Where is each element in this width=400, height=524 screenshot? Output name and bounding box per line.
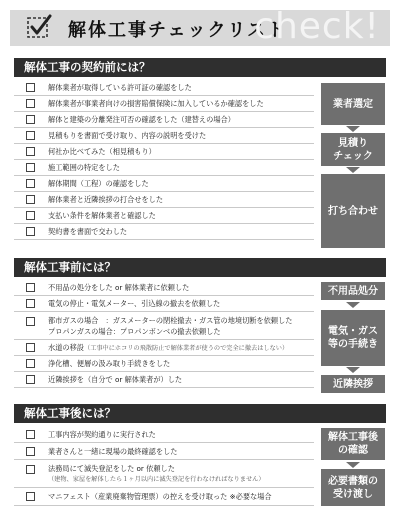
phase-label-neighbors: 近隣挨拶: [321, 375, 385, 393]
checkbox[interactable]: [26, 211, 35, 220]
list-item: 契約書を書面で交わした: [14, 224, 314, 240]
checkbox[interactable]: [26, 492, 35, 501]
checkbox[interactable]: [26, 131, 35, 140]
phase-label-disposal: 不用品処分: [321, 282, 385, 300]
page-title: 解体工事チェックリスト: [68, 20, 288, 41]
checkbox[interactable]: [26, 227, 35, 236]
checkbox[interactable]: [26, 430, 35, 439]
list-item: 業者さんと一緒に現場の最終確認をした: [14, 443, 314, 460]
checkbox[interactable]: [26, 359, 35, 368]
list-item: 解体期間（工程）の確認をした: [14, 176, 314, 192]
arrow-down-icon: [346, 167, 360, 173]
checkbox[interactable]: [26, 147, 35, 156]
checkbox[interactable]: [26, 163, 35, 172]
page-header: [10, 6, 390, 47]
checkbox[interactable]: [26, 283, 35, 292]
list-item: 不用品の処分をした or 解体業者に依頼した: [14, 280, 314, 296]
list-item: 解体と建築の分離発注可否の確認をした（建替えの場合）: [14, 112, 314, 128]
checkbox[interactable]: [26, 299, 35, 308]
list-item: 解体業者と近隣挨拶の打合せをした: [14, 192, 314, 208]
list-item: 近隣挨拶を（自分で or 解体業者が）した: [14, 372, 314, 388]
checkbox[interactable]: [26, 179, 35, 188]
checkbox[interactable]: [26, 447, 35, 456]
section-title-after-demolition: 解体工事後には？: [14, 404, 386, 423]
checkbox[interactable]: [26, 83, 35, 92]
arrow-down-icon: [346, 126, 360, 132]
checklist-after-demolition: [14, 426, 314, 506]
list-item-gas: 都市ガスの場合 ：ガスメーターの閉栓撤去・ガス管の地境切断を依頼した プロパンガスの場合：プロパンボンベの撤去依頼した: [14, 312, 314, 340]
checkbox-check-icon: [26, 14, 52, 40]
list-item: 解体業者が事業者向けの損害賠償保険に加入しているか確認をした: [14, 96, 314, 112]
section-title-before-contract: 解体工事の契約前には？: [14, 58, 386, 77]
phase-label-vendor-selection: 業者選定: [321, 83, 385, 125]
list-item: 見積もりを書面で受け取り、内容の説明を受けた: [14, 128, 314, 144]
list-item: マニフェスト（産業廃棄物管理票）の控えを受け取った ※必要な場合: [14, 488, 314, 506]
phase-label-estimate-check: 見積り チェック: [321, 133, 385, 166]
checklist-before-contract: [14, 80, 314, 240]
check-watermark: check!: [254, 6, 380, 47]
list-item-registry: 法務局にて滅失登記をした or 依頼した （建物、家屋を解体したら１ヶ月以内に滅失登記を行わなければなりません）: [14, 460, 314, 488]
phase-label-meeting: 打ち合わせ: [321, 174, 385, 248]
list-item: 水道の移設（工事中にホコリの飛散防止で解体業者が使うので完全に撤去はしない）: [14, 340, 314, 356]
checkbox[interactable]: [26, 195, 35, 204]
checkbox[interactable]: [26, 99, 35, 108]
list-item: 電気の停止・電気メーター、引込線の撤去を依頼した: [14, 296, 314, 312]
list-item: 解体業者が取得している許可証の確認をした: [14, 80, 314, 96]
section-title-before-demolition: 解体工事前には？: [14, 258, 386, 277]
checkbox[interactable]: [26, 375, 35, 384]
checkbox[interactable]: [26, 317, 35, 326]
arrow-down-icon: [346, 302, 360, 308]
list-item: 工事内容が契約通りに実行された: [14, 426, 314, 443]
arrow-down-icon: [346, 462, 360, 468]
checkbox[interactable]: [26, 343, 35, 352]
arrow-down-icon: [346, 367, 360, 373]
checkbox[interactable]: [26, 465, 35, 474]
phase-label-utilities: 電気・ガス 等の手続き: [321, 310, 385, 366]
list-item: 浄化槽、便層の汲み取り手続きをした: [14, 356, 314, 372]
checklist-before-demolition: [14, 280, 314, 388]
phase-label-post-check: 解体工事後 の確認: [321, 428, 385, 460]
phase-label-documents: 必要書類の 受け渡し: [321, 469, 385, 506]
list-item: 何社か比べてみた（相見積もり）: [14, 144, 314, 160]
list-item: 施工範囲の特定をした: [14, 160, 314, 176]
checkbox[interactable]: [26, 115, 35, 124]
list-item: 支払い条件を解体業者と確認した: [14, 208, 314, 224]
